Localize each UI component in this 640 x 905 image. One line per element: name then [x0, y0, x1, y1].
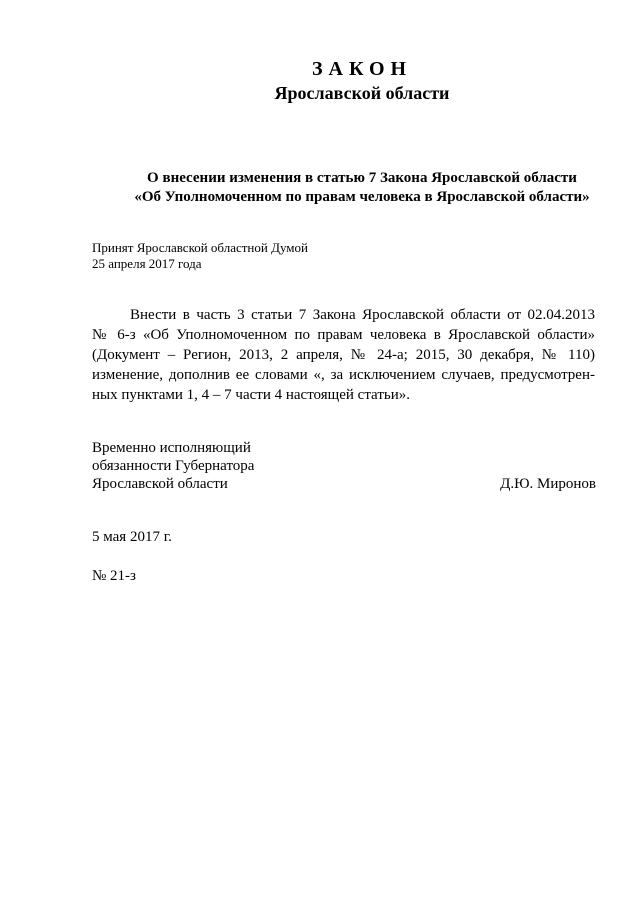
signer-position-line-3: Ярославской области — [92, 476, 228, 492]
body-line-5: ных пунктами 1, 4 – 7 части 4 настоящей статьи». — [92, 387, 410, 403]
signer-position-line-2: обязанности Губернатора — [92, 458, 255, 474]
law-number: № 21-з — [92, 568, 136, 584]
body-line-1: Внести в часть 3 статьи 7 Закона Ярославской области от 02.04.2013 — [130, 307, 595, 323]
signer-name: Д.Ю. Миронов — [500, 476, 596, 492]
law-subject-line-2: «Об Уполномоченном по правам человека в Ярославской области» — [134, 189, 590, 205]
law-title: ЗАКОН — [311, 58, 413, 80]
adoption-date: 25 апреля 2017 года — [92, 256, 202, 271]
signer-position-line-1: Временно исполняющий — [92, 440, 251, 456]
adoption-statement: Принят Ярославской областной Думой — [92, 240, 308, 255]
body-line-2: № 6-з «Об Уполномоченном по правам человека в Ярославской области» — [92, 327, 595, 343]
law-subject-line-1: О внесении изменения в статью 7 Закона Ярославской области — [147, 170, 577, 186]
body-line-4: изменение, дополнив ее словами «, за исключением случаев, предусмотрен- — [92, 367, 595, 383]
signing-date: 5 мая 2017 г. — [92, 529, 172, 545]
body-line-3: (Документ – Регион, 2013, 2 апреля, № 24-а; 2015, 30 декабря, № 110) — [92, 347, 595, 363]
region-title: Ярославской области — [274, 83, 450, 103]
